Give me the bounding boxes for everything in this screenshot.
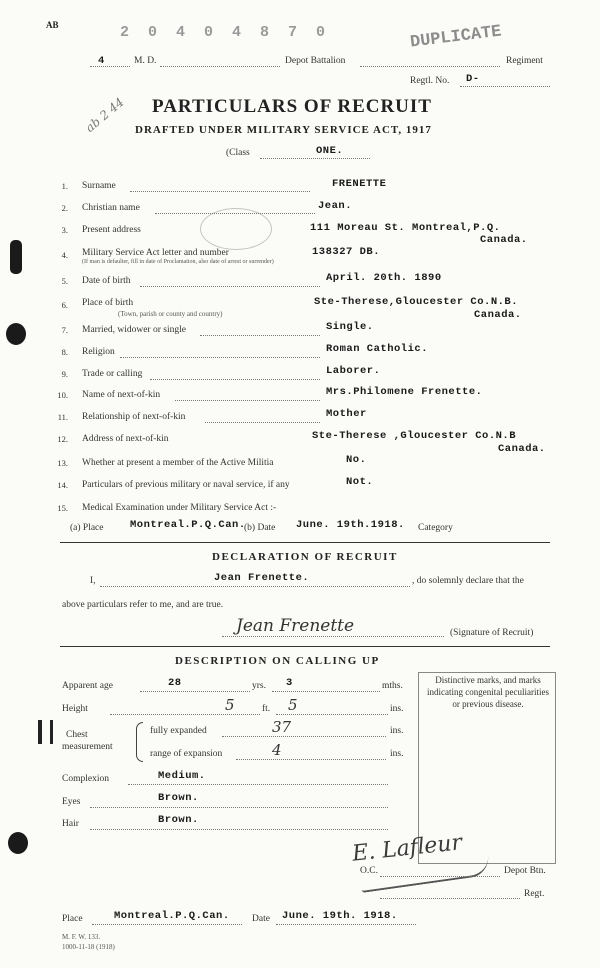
- height-in-value: 5: [288, 696, 298, 714]
- fully-expanded-label: fully expanded: [150, 726, 207, 736]
- footer-place-label: Place: [62, 914, 83, 924]
- trade-value: Laborer.: [326, 365, 381, 377]
- declaration-i: I,: [90, 576, 96, 586]
- medical-date-label: (b) Date: [244, 523, 276, 533]
- recruit-signature: Jean Frenette: [236, 616, 355, 636]
- declaration-text-2: above particulars refer to me, and are true.: [62, 600, 224, 610]
- chest-label: Chest: [66, 730, 88, 740]
- declaration-heading: DECLARATION OF RECRUIT: [212, 551, 398, 563]
- height-ft-value: 5: [225, 696, 235, 714]
- form-code: M. F. W. 133.: [62, 933, 101, 941]
- active-militia-value: No.: [346, 454, 367, 466]
- previous-service-value: Not.: [346, 476, 374, 488]
- punch-hole-top: [10, 240, 22, 274]
- age-years-value: 28: [168, 677, 182, 689]
- next-of-kin-value: Mrs.Philomene Frenette.: [326, 386, 483, 398]
- christian-name-value: Jean.: [318, 200, 353, 212]
- marks-note: Distinctive marks, and marks indicating congenital peculiarities or previous disease.: [427, 675, 549, 709]
- officer-signature: E. Lafleur: [350, 830, 464, 867]
- complexion-label: Complexion: [62, 774, 109, 784]
- fully-expanded-value: 37: [272, 718, 292, 736]
- ins-label-chest: ins.: [390, 726, 404, 736]
- declaration-name: Jean Frenette.: [214, 572, 310, 584]
- stamp-number: 2 0 4 0 4 8 7 0: [120, 24, 331, 41]
- duplicate-stamp: DUPLICATE: [409, 22, 503, 53]
- punch-hole-middle: [6, 323, 26, 345]
- next-of-kin-address-value: Ste-Therese ,Gloucester Co.N.B: [312, 430, 517, 442]
- eyes-value: Brown.: [158, 792, 199, 804]
- md-number: 4: [98, 55, 105, 67]
- religion-value: Roman Catholic.: [326, 343, 429, 355]
- depot-battalion-label: Depot Battalion: [285, 56, 346, 66]
- place-of-birth-value: Ste-Therese,Gloucester Co.N.B.: [314, 296, 519, 308]
- next-of-kin-address-value-2: Canada.: [498, 443, 546, 455]
- faint-circular-stamp: [200, 208, 272, 250]
- complexion-value: Medium.: [158, 770, 206, 782]
- yrs-label: yrs.: [252, 681, 266, 691]
- medical-date-value: June. 19th.1918.: [296, 519, 405, 531]
- form-subtitle: DRAFTED UNDER MILITARY SERVICE ACT, 1917: [135, 124, 432, 136]
- footer-date-label: Date: [252, 914, 270, 924]
- category-label: Category: [418, 523, 453, 533]
- oc-label: O.C.: [360, 866, 378, 876]
- relationship-value: Mother: [326, 408, 367, 420]
- md-label: M. D.: [134, 56, 157, 66]
- present-address-value-2: Canada.: [480, 234, 528, 246]
- msa-number-value: 138327 DB.: [312, 246, 381, 258]
- height-label: Height: [62, 704, 88, 714]
- corner-code: AB: [46, 20, 59, 30]
- marital-status-value: Single.: [326, 321, 374, 333]
- regtl-no-label: Regtl. No.: [410, 76, 450, 86]
- mths-label: mths.: [382, 681, 403, 691]
- range-value: 4: [272, 741, 282, 759]
- form-title: PARTICULARS OF RECRUIT: [152, 96, 432, 117]
- pencil-annotation: ab 2 44: [82, 95, 127, 135]
- footer-date-value: June. 19th. 1918.: [282, 910, 398, 922]
- apparent-age-label: Apparent age: [62, 681, 113, 691]
- regt-label: Regt.: [524, 889, 545, 899]
- signature-label: (Signature of Recruit): [450, 628, 534, 638]
- ins-label-range: ins.: [390, 749, 404, 759]
- recruit-form-page: AB 2 0 4 0 4 8 7 0 DUPLICATE 4 M. D. Depot Battalion Regiment Regtl. No. D- PARTICULARS OF RECRUIT DRAFTED UNDER MILITARY SERVICE ACT, 1917 (Class ONE. ab 2 44 1. Surname FRENETTE 2. Christian name Jean. 3. Present address 111 Moreau St. Montreal,P.Q. Canada. 4. Military Service Act letter and number (If man is defaulter, fill in date of Proclamation, also date of arrest or surrender) 138327 DB. 5. Date of birth April. 20th. 1890 6. Place of birth (Town, parish or county and country) Ste-Therese,Gloucester Co.N.B. Canada. 7. Married, widower or single Single. 8. Religion Roman Catholic. 9. Trade or calling Laborer. 10. Name of next-of-kin Mrs.Philomene Frenette. 11. Relationship of next-of-kin Mother 12. Address of next-of-kin Ste-Therese ,Gloucester Co.N.B Canada. 13. Whether at present a member of the Active Militia No. 14. Particulars of previous military or naval service, if any Not. 15. Medical Examination under Military Service Act :- (a) Place Montreal.P.Q.Can. (b) Date June. 19th.1918. Category DECLARATION OF RECRUIT I, Jean Frenette. , do solemnly declare that the above particulars refer to me, and are true. Jean Frenette (Signature of Recruit) DESCRIPTION ON CALLING UP Apparent age 28 yrs. 3 mths. Height 5 ft. 5 ins. Chest measurement fully expanded 37 ins. range of expansion 4 ins. Complexion Medium. Eyes Brown. Hair Brown. Distinctive marks, and marks indicating congenital peculiarities or previous disease. E. Lafleur O.C. Depot Btn. Regt. Place Montreal.P.Q.Can. Date June. 19th. 1918. M. F. W. 133. 1000-11-18 (1918): [0, 0, 600, 968]
- depot-btn-label: Depot Btn.: [504, 866, 546, 876]
- eyes-label: Eyes: [62, 797, 81, 807]
- class-value: ONE.: [316, 145, 344, 157]
- present-address-value: 111 Moreau St. Montreal,P.Q.: [310, 222, 501, 234]
- footer-place-value: Montreal.P.Q.Can.: [114, 910, 230, 922]
- surname-value: FRENETTE: [332, 178, 387, 190]
- description-heading: DESCRIPTION ON CALLING UP: [175, 655, 380, 667]
- range-label: range of expansion: [150, 749, 223, 759]
- punch-hole-bottom: [8, 832, 28, 854]
- hair-value: Brown.: [158, 814, 199, 826]
- medical-place-value: Montreal.P.Q.Can.: [130, 519, 246, 531]
- hair-label: Hair: [62, 819, 79, 829]
- class-label: (Class: [226, 148, 250, 158]
- place-of-birth-value-2: Canada.: [474, 309, 522, 321]
- date-of-birth-value: April. 20th. 1890: [326, 272, 442, 284]
- form-ref: 1000-11-18 (1918): [62, 943, 115, 951]
- medical-place-label: (a) Place: [70, 523, 104, 533]
- regtl-no-value: D-: [466, 73, 480, 85]
- ft-label: ft.: [262, 704, 271, 714]
- regiment-label: Regiment: [506, 56, 543, 66]
- declaration-text-1: , do solemnly declare that the: [412, 576, 524, 586]
- ins-label-height: ins.: [390, 704, 404, 714]
- age-months-value: 3: [286, 677, 293, 689]
- file-mark-icon: [38, 720, 53, 744]
- measurement-label: measurement: [62, 742, 113, 752]
